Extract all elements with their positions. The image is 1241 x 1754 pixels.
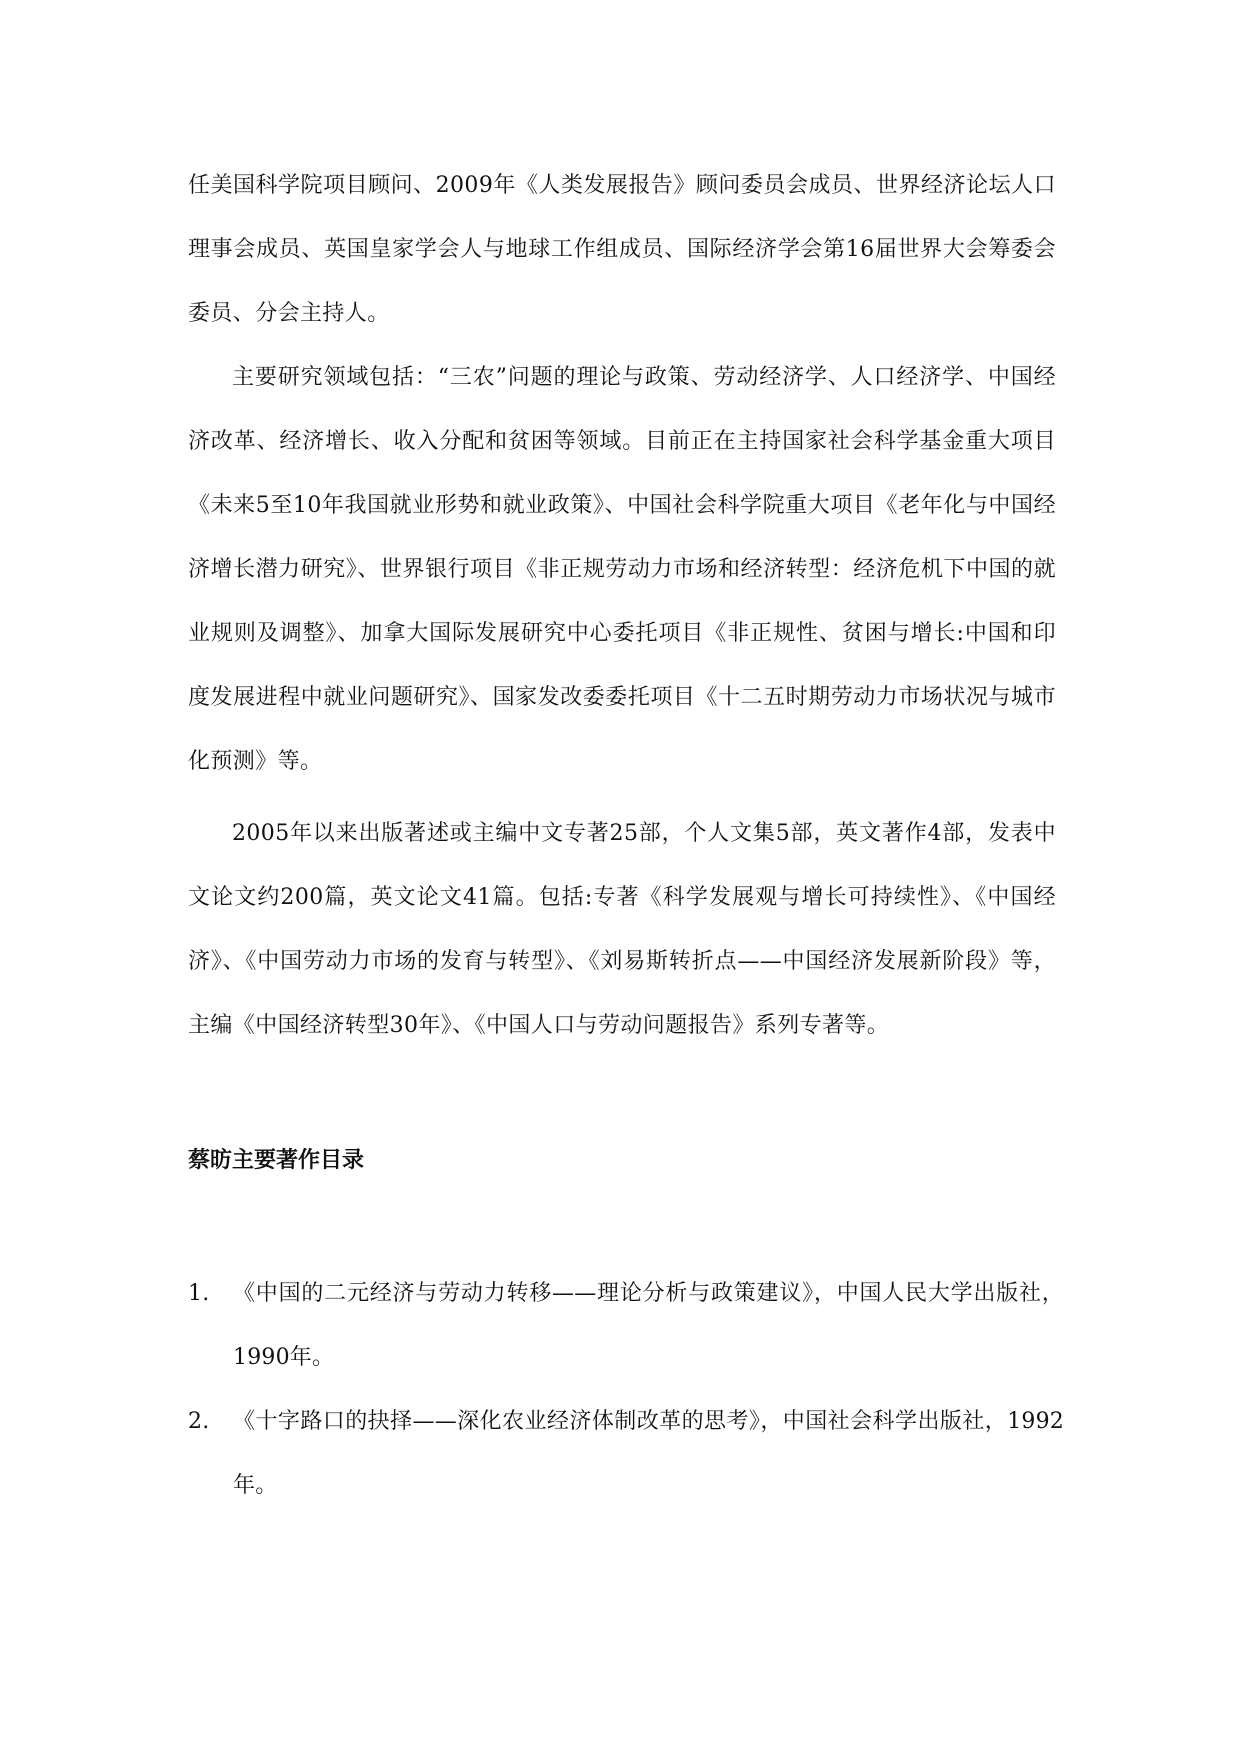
work-item-1	[188, 1262, 1064, 1390]
works-list	[188, 1262, 1064, 1518]
publications-summary-paragraph: 2005年以来出版著述或主编中文专著25部，个人文集5部，英文著作4部，发表中文论文约200篇，英文论文41篇。包括:专著《科学发展观与增长可持续性》、《中国经济》、《中国劳动力市场的发育与转型》、《刘易斯转折点——中国经济发展新阶段》等，主编《中国经济转型30年》、《中国人口与劳动问题报告》系列专著等。	[188, 821, 1056, 1038]
work-number: 1.	[188, 1281, 210, 1306]
work-number: 2.	[188, 1409, 210, 1434]
research-areas-paragraph: 主要研究领域包括：“三农”问题的理论与政策、劳动经济学、人口经济学、中国经济改革、经济增长、收入分配和贫困等领域。目前正在主持国家社会科学基金重大项目《未来5至10年我国就业形势和就业政策》、中国社会科学院重大项目《老年化与中国经济增长潜力研究》、世界银行项目《非正规劳动力市场和经济转型：经济危机下中国的就业规则及调整》、加拿大国际发展研究中心委托项目《非正规性、贫困与增长:中国和印度发展进程中就业问题研究》、国家发改委委托项目《十二五时期劳动力市场状况与城市化预测》等。	[188, 365, 1056, 774]
work-citation: 《中国的二元经济与劳动力转移——理论分析与政策建议》，中国人民大学出版社，1990年。	[233, 1281, 1064, 1370]
bio-paragraph-roles: 任美国科学院项目顾问、2009年《人类发展报告》顾问委员会成员、世界经济论坛人口理事会成员、英国皇家学会人与地球工作组成员、国际经济学会第16届世界大会筹委会委员、分会主持人。	[188, 173, 1056, 326]
work-citation: 《十字路口的抉择——深化农业经济体制改革的思考》，中国社会科学出版社，1992年。	[233, 1409, 1064, 1498]
works-heading: 蔡昉主要著作目录	[188, 1148, 365, 1173]
work-item-2	[188, 1390, 1064, 1518]
